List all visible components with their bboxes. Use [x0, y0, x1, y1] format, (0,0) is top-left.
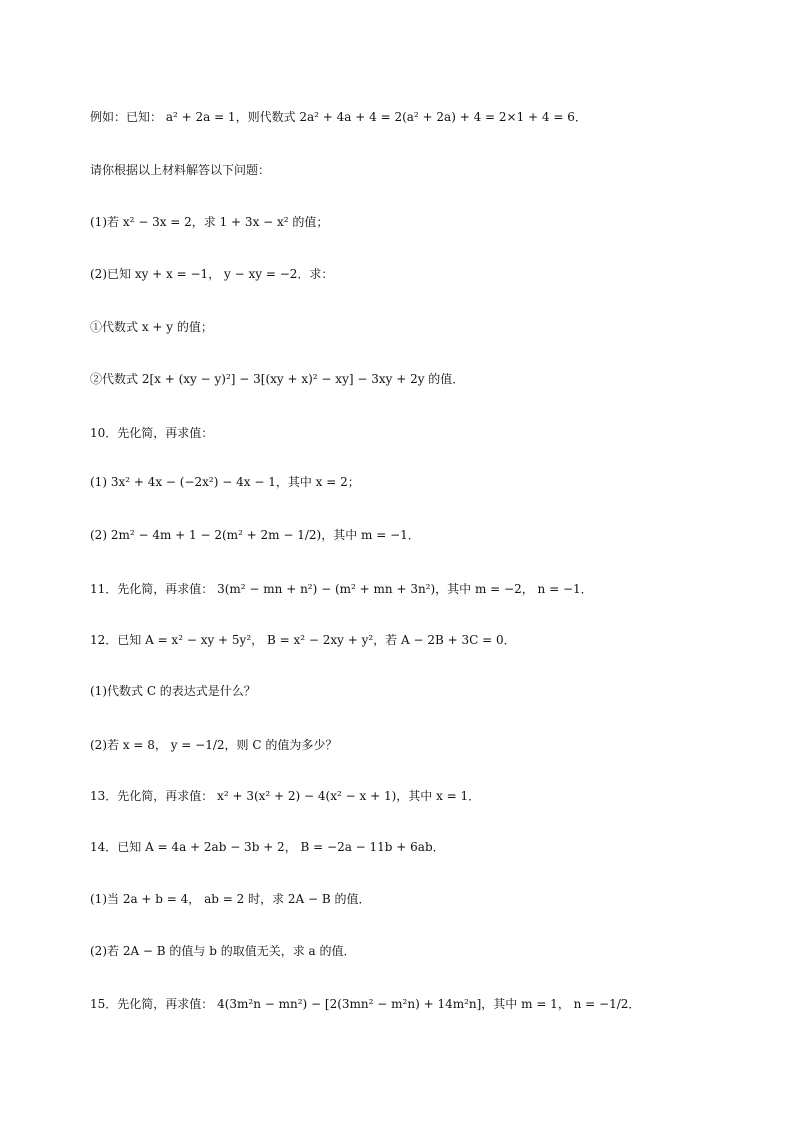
question-13: 13．先化简，再求值： x² + 3(x² + 2) − 4(x² − x + 1)，其中 x = 1．: [90, 789, 481, 803]
example-line: 例如：已知： a² + 2a = 1，则代数式 2a² + 4a + 4 = 2(a² + 2a) + 4 = 2×1 + 4 = 6．: [90, 110, 587, 124]
question-9-part-2: (2)已知 xy + x = −1， y − xy = −2．求：: [90, 267, 334, 281]
instruction-line: 请你根据以上材料解答以下问题：: [90, 163, 271, 177]
question-9-part-1: (1)若 x² − 3x = 2，求 1 + 3x − x² 的值；: [90, 215, 329, 229]
question-14-part-2: (2)若 2A − B 的值与 b 的取值无关，求 a 的值．: [90, 944, 356, 958]
question-11: 11．先化简，再求值： 3(m² − mn + n²) − (m² + mn + 3n²)，其中 m = −2， n = −1．: [90, 582, 593, 596]
question-9-part-2-sub-2: ②代数式 2[x + (xy − y)²] − 3[(xy + x)² − xy] − 3xy + 2y 的值．: [90, 372, 465, 386]
question-12: 12．已知 A = x² − xy + 5y²， B = x² − 2xy + y²，若 A − 2B + 3C = 0．: [90, 633, 516, 647]
question-14-part-1: (1)当 2a + b = 4， ab = 2 时，求 2A − B 的值．: [90, 892, 371, 906]
question-10-part-2: (2) 2m² − 4m + 1 − 2(m² + 2m − 1/2)，其中 m = −1．: [90, 528, 420, 542]
question-12-part-1: (1)代数式 C 的表达式是什么？: [90, 684, 256, 698]
question-9-part-2-sub-1: ①代数式 x + y 的值；: [90, 320, 213, 334]
question-10-part-1: (1) 3x² + 4x − (−2x²) − 4x − 1，其中 x = 2；: [90, 475, 360, 489]
question-12-part-2: (2)若 x = 8， y = −1/2，则 C 的值为多少？: [90, 738, 338, 752]
question-15: 15．先化简，再求值： 4(3m²n − mn²) − [2(3mn² − m²n) + 14m²n]，其中 m = 1， n = −1/2．: [90, 997, 641, 1011]
question-14: 14．已知 A = 4a + 2ab − 3b + 2， B = −2a − 11b + 6ab．: [90, 840, 445, 854]
question-10-title: 10．先化简，再求值：: [90, 426, 214, 440]
